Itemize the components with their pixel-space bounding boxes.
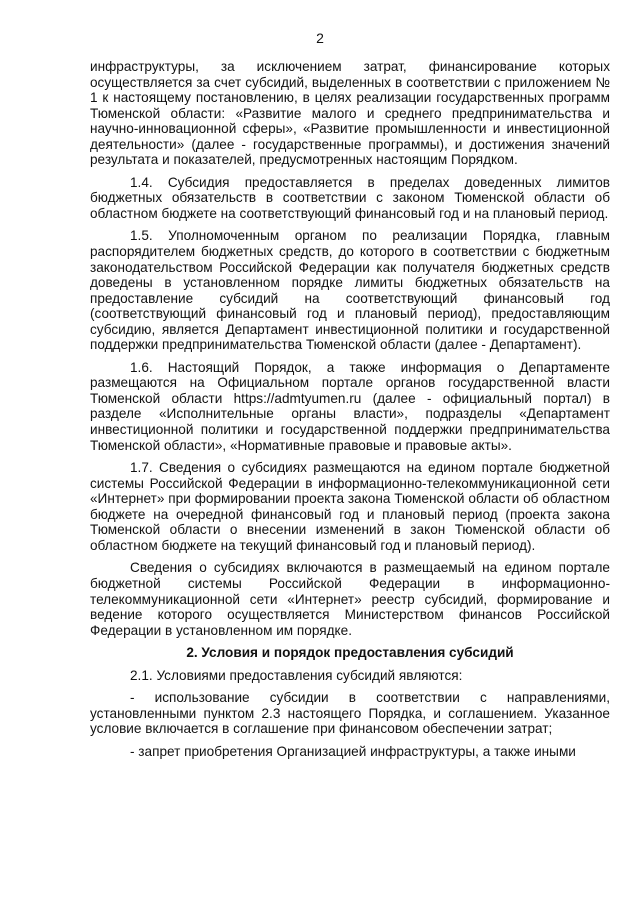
paragraph-registry: Сведения о субсидиях включаются в размещаемый на едином портале бюджетной системы Российской Федерации в информационно-телекоммуникационной сети «Интернет» реестр субсидий, формирование и ведение которого осуществляется Министерством финансов Российской Федерации в установленном им порядке. <box>90 560 610 638</box>
section-heading: 2. Условия и порядок предоставления субсидий <box>186 645 514 661</box>
paragraph-1-7: 1.7. Сведения о субсидиях размещаются на едином портале бюджетной системы Российской Федерации в информационно-телекоммуникационной сети «Интернет» при формировании проекта закона Тюменской области об областном бюджете на очередной финансовый год и плановый период (проекта закона Тюменской области о внесении изменений в закон Тюменской области об областном бюджете на текущий финансовый год и плановый период). <box>90 460 610 553</box>
paragraph-1-6: 1.6. Настоящий Порядок, а также информация о Департаменте размещаются на Официальном портале органов государственной власти Тюменской области https://admtyumen.ru (далее - официальный портал) в разделе «Исполнительные органы власти», подразделы «Департамент инвестиционной политики и государственной поддержки предпринимательства Тюменской области», «Нормативные правовые и правовые акты». <box>90 359 610 453</box>
paragraph-continuation: инфраструктуры, за исключением затрат, финансирование которых осуществляется за счет субсидий, выделенных в соответствии с приложением № 1 к настоящему постановлению, в целях реализации государственных программ Тюменской области: «Развитие малого и среднего предпринимательства и научно-инновационной сферы», «Развитие промышленности и инвестиционной деятельности» (далее - государственные программы), и достижения значений результата и показателей, предусмотренных настоящим Порядком. <box>90 59 610 168</box>
paragraph-condition-usage: - использование субсидии в соответствии с направлениями, установленными пунктом 2.3 настоящего Порядка, и соглашением. Указанное условие включается в соглашение при финансовом обеспечении затрат; <box>90 690 610 737</box>
page-number: 2 <box>316 30 324 46</box>
paragraph-condition-prohibition: - запрет приобретения Организацией инфраструктуры, а также иными <box>130 743 576 759</box>
document-body <box>90 59 610 766</box>
paragraph-1-5: 1.5. Уполномоченным органом по реализации Порядка, главным распорядителем бюджетных средств, до которого в соответствии с бюджетным законодательством Российской Федерации как получателя бюджетных средств доведены в установленном порядке лимиты бюджетных обязательств на предоставление субсидий на соответствующий финансовый год (соответствующий финансовый год и плановый период), предоставляющим субсидию, является Департамент инвестиционной политики и государственной поддержки предпринимательства Тюменской области (далее - Департамент). <box>90 228 610 353</box>
paragraph-1-4: 1.4. Субсидия предоставляется в пределах доведенных лимитов бюджетных обязательств в соответствии с законом Тюменской области об областном бюджете на соответствующий финансовый год и на плановый период. <box>90 174 610 221</box>
paragraph-2-1: 2.1. Условиями предоставления субсидий являются: <box>130 667 463 683</box>
